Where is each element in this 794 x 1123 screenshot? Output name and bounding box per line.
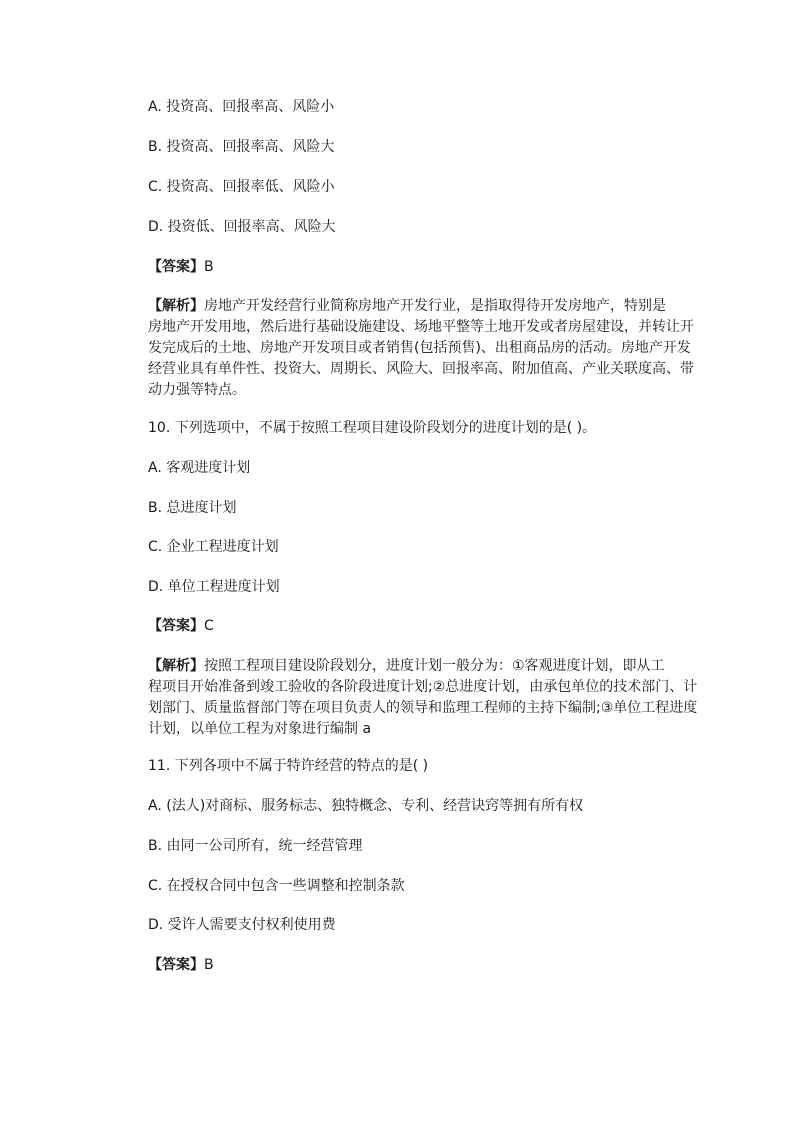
q10-option-d: D. 单位工程进度计划 [148, 579, 280, 595]
q11-option-d: D. 受许人需要支付权利使用费 [148, 917, 336, 933]
q9-option-a: A. 投资高、回报率高、风险小 [148, 99, 335, 115]
analysis-line: 【解析】房地产开发经营行业简称房地产开发行业，是指取得待开发房地产，特别是 [148, 298, 666, 314]
q10-answer [148, 616, 214, 636]
q10-question: 10. 下列选项中，不属于按照工程项目建设阶段划分的进度计划的是( )。 [148, 420, 597, 436]
analysis-line: 【解析】按照工程项目建设阶段划分，进度计划一般分为：①客观进度计划，即从工 [148, 658, 665, 674]
analysis-line: 程项目开始准备到竣工验收的各阶段进度计划;②总进度计划，由承包单位的技术部门、计 [148, 679, 698, 695]
analysis-line: 动力强等特点。 [148, 382, 246, 398]
analysis-tag: 【解析】 [148, 298, 204, 314]
q11-option-a: A. (法人)对商标、服务标志、独特概念、专利、经营诀窍等拥有所有权 [148, 798, 584, 814]
q11-option-c: C. 在授权合同中包含一些调整和控制条款 [148, 878, 405, 894]
analysis-line: 划部门、质量监督部门等在项目负责人的领导和监理工程师的主持下编制;③单位工程进度 [148, 700, 698, 716]
q10-option-b: B. 总进度计划 [148, 500, 237, 516]
q9-analysis [148, 296, 694, 401]
q10-analysis [148, 656, 698, 740]
analysis-line: 发完成后的土地、房地产开发项目或者销售(包括预售)、出租商品房的活动。房地产开发 [148, 340, 691, 356]
q11-option-b: B. 由同一公司所有，统一经营管理 [148, 838, 363, 854]
answer-tag: 【答案】 [148, 259, 204, 275]
q11-question: 11. 下列各项中不属于特许经营的特点的是( ) [148, 758, 429, 774]
analysis-line: 房地产开发用地，然后进行基础设施建设、场地平整等土地开发或者房屋建设，并转让开 [148, 319, 694, 335]
q10-option-a: A. 客观进度计划 [148, 460, 251, 476]
analysis-line: 计划，以单位工程为对象进行编制 a [148, 721, 372, 737]
answer-value: B [204, 957, 214, 973]
q9-option-c: C. 投资高、回报率低、风险小 [148, 179, 335, 195]
answer-value: C [204, 618, 214, 634]
analysis-line: 经营业具有单件性、投资大、周期长、风险大、回报率高、附加值高、产业关联度高、带 [148, 361, 694, 377]
q10-option-c: C. 企业工程进度计划 [148, 539, 279, 555]
q9-option-b: B. 投资高、回报率高、风险大 [148, 139, 335, 155]
answer-tag: 【答案】 [148, 957, 204, 973]
q11-answer [148, 955, 214, 975]
answer-value: B [204, 259, 214, 275]
analysis-tag: 【解析】 [148, 658, 204, 674]
q9-answer [148, 257, 214, 277]
answer-tag: 【答案】 [148, 618, 204, 634]
q9-option-d: D. 投资低、回报率高、风险大 [148, 219, 336, 235]
